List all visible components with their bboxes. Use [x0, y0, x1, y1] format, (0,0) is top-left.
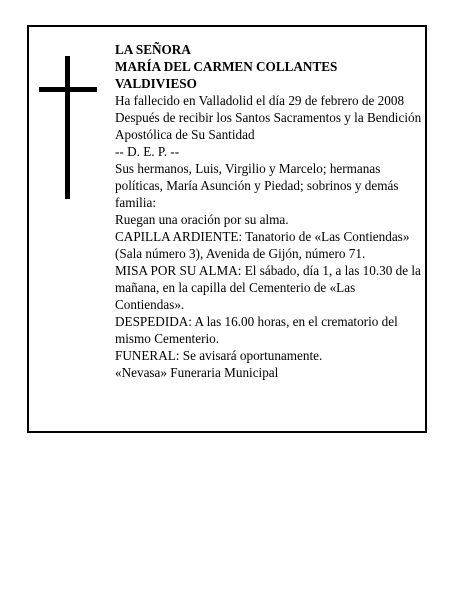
mass-info: MISA POR SU ALMA: El sábado, día 1, a las 10.30 de la mañana, en la capilla del Cementerio de «Las Contiendas». — [115, 263, 421, 312]
deceased-name-line-2: VALDIVIESO — [115, 76, 197, 91]
family-list: Sus hermanos, Luis, Virgilio y Marcelo; hermanas políticas, María Asunción y Piedad; sobrinos y demás familia: — [115, 161, 399, 210]
chapel-info: CAPILLA ARDIENTE: Tanatorio de «Las Contiendas» (Sala número 3), Avenida de Gijón, número 71. — [115, 229, 410, 261]
notice-title: LA SEÑORA — [115, 42, 191, 57]
prayer-request: Ruegan una oración por su alma. — [115, 212, 289, 227]
farewell-info: DESPEDIDA: A las 16.00 horas, en el crematorio del mismo Cementerio. — [115, 314, 398, 346]
sacraments-statement: Después de recibir los Santos Sacramentos y la Bendición Apostólica de Su Santidad — [115, 110, 422, 142]
cross-upright — [65, 56, 70, 199]
rest-in-peace: -- D. E. P. -- — [115, 144, 180, 159]
cross-icon — [39, 56, 97, 199]
deceased-name-line-1: MARÍA DEL CARMEN COLLANTES — [115, 59, 338, 74]
cross-crossbar — [39, 87, 97, 92]
obituary-notice — [27, 25, 427, 433]
funeral-info: FUNERAL: Se avisará oportunamente. — [115, 348, 323, 363]
notice-text — [115, 41, 427, 381]
funeral-home: «Nevasa» Funeraria Municipal — [115, 365, 279, 380]
death-statement: Ha fallecido en Valladolid el día 29 de febrero de 2008 — [115, 93, 405, 108]
